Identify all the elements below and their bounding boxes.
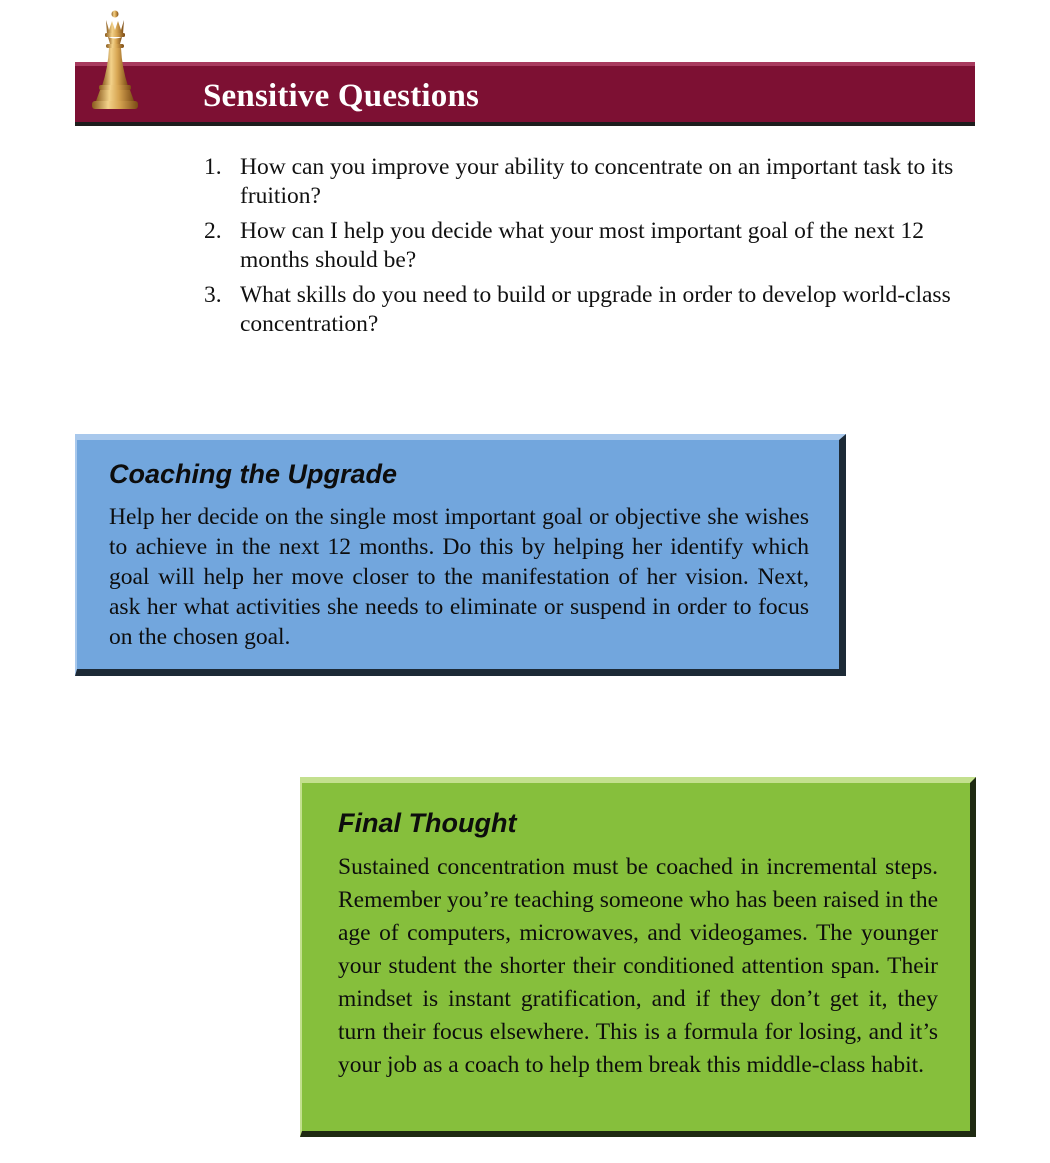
list-item-number: 3.: [204, 282, 222, 308]
list-item-number: 2.: [204, 218, 222, 244]
list-item-text: What skills do you need to build or upgrade in order to develop world-class concentration?: [240, 282, 951, 337]
chess-queen-icon: [84, 6, 146, 116]
list-item-number: 1.: [204, 154, 222, 180]
list-item: [192, 281, 982, 339]
coaching-upgrade-box: [75, 434, 846, 676]
list-item-text: How can I help you decide what your most important goal of the next 12 months should be?: [240, 218, 924, 273]
sensitive-questions-list: [192, 153, 982, 345]
section-header-banner: [75, 62, 975, 126]
list-item-text: How can you improve your ability to concentrate on an important task to its fruition?: [240, 154, 954, 209]
final-thought-box: [300, 777, 976, 1137]
final-thought-text: Sustained concentration must be coached in incremental steps. Remember you’re teaching someone who has been raised in the age of computers, microwaves, and videogames. The younger your student the shorter their conditioned attention span. Their mindset is instant gratification, and if they don’t get it, they turn their focus elsewhere. This is a formula for losing, and it’s your job as a coach to help them break this middle-class habit.: [338, 854, 938, 1078]
coaching-box-text: Help her decide on the single most important goal or objective she wishes to achieve in the next 12 months. Do this by helping her identify which goal will help her move closer to the manifestation of her vision. Next, ask her what activities she needs to eliminate or suspend in order to focus on the chosen goal.: [109, 504, 809, 650]
final-thought-heading: Final Thought: [338, 808, 517, 838]
section-title: Sensitive Questions: [203, 78, 480, 114]
list-item: [192, 217, 982, 275]
coaching-box-heading: Coaching the Upgrade: [109, 459, 398, 489]
list-item: [192, 153, 982, 211]
